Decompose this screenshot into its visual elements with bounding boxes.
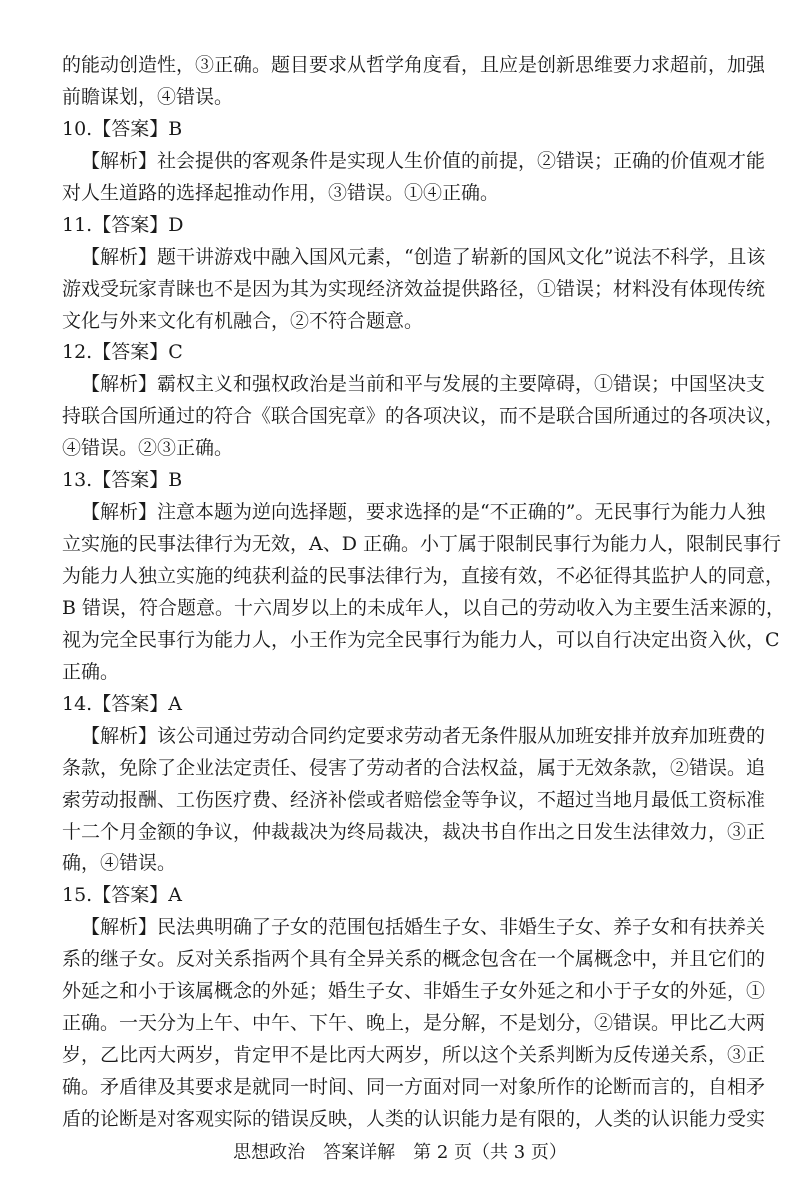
- analysis-15: 【解析】民法典明确了子女的范围包括婚生子女、非婚生子女、养子女和有扶养关: [81, 916, 766, 938]
- text-line: 确，④错误。: [62, 852, 177, 874]
- text-line: 视为完全民事行为能力人，小王作为完全民事行为能力人，可以自行决定出资入伙，C: [62, 629, 780, 651]
- text-line: ④错误。②③正确。: [62, 437, 234, 459]
- text-line: 对人生道路的选择起推动作用，③错误。①④正确。: [62, 182, 500, 204]
- analysis-13: 【解析】注意本题为逆向选择题，要求选择的是“不正确的”。无民事行为能力人独: [81, 501, 766, 523]
- text-line: 正确。: [62, 661, 120, 683]
- text-line: 岁，乙比丙大两岁，肯定甲不是比丙大两岁，所以这个关系判断为反传递关系，③正: [62, 1044, 766, 1066]
- answer-heading-14: 14.【答案】A: [62, 693, 182, 715]
- answer-heading-13: 13.【答案】B: [62, 469, 183, 491]
- text-line: 外延之和小于该属概念的外延；婚生子女、非婚生子女外延之和小于子女的外延，①: [62, 980, 766, 1002]
- text-line: 为能力人独立实施的纯获利益的民事法律行为，直接有效，不必征得其监护人的同意，: [62, 565, 785, 587]
- page-footer: 思想政治 答案详解 第 2 页（共 3 页）: [233, 1142, 567, 1163]
- text-line: 十二个月金额的争议，仲裁裁决为终局裁决，裁决书自作出之日发生法律效力，③正: [62, 821, 766, 843]
- answer-heading-11: 11.【答案】D: [62, 214, 184, 236]
- text-line: 游戏受玩家青睐也不是因为其为实现经济效益提供路径，①错误；材料没有体现传统: [62, 278, 766, 300]
- text-line: 正确。一天分为上午、中午、下午、晚上，是分解，不是划分，②错误。甲比乙大两: [62, 1012, 766, 1034]
- analysis-10: 【解析】社会提供的客观条件是实现人生价值的前提，②错误；正确的价值观才能: [81, 150, 766, 172]
- text-line: 立实施的民事法律行为无效，A、D 正确。小丁属于限制民事行为能力人，限制民事行: [62, 533, 781, 555]
- text-line: B 错误，符合题意。十六周岁以上的未成年人，以自己的劳动收入为主要生活来源的，: [62, 597, 786, 619]
- answer-heading-10: 10.【答案】B: [62, 118, 183, 140]
- answer-heading-12: 12.【答案】C: [62, 341, 183, 363]
- analysis-14: 【解析】该公司通过劳动合同约定要求劳动者无条件服从加班安排并放弃加班费的: [81, 725, 766, 747]
- text-line: 盾的论断是对客观实际的错误反映，人类的认识能力是有限的，人类的认识能力受实: [62, 1108, 766, 1130]
- text-line: 系的继子女。反对关系指两个具有全异关系的概念包含在一个属概念中，并且它们的: [62, 948, 766, 970]
- text-line: 索劳动报酬、工伤医疗费、经济补偿或者赔偿金等争议，不超过当地月最低工资标准: [62, 789, 766, 811]
- answer-heading-15: 15.【答案】A: [62, 884, 182, 906]
- text-line: 前瞻谋划，④错误。: [62, 86, 234, 108]
- text-line: 条款，免除了企业法定责任、侵害了劳动者的合法权益，属于无效条款，②错误。追: [62, 757, 766, 779]
- analysis-11: 【解析】题干讲游戏中融入国风元素，“创造了崭新的国风文化”说法不科学，且该: [81, 246, 766, 268]
- text-line: 确。矛盾律及其要求是就同一时间、同一方面对同一对象所作的论断而言的，自相矛: [62, 1076, 766, 1098]
- text-line: 文化与外来文化有机融合，②不符合题意。: [62, 310, 424, 332]
- analysis-12: 【解析】霸权主义和强权政治是当前和平与发展的主要障碍，①错误；中国坚决支: [81, 373, 766, 395]
- text-line: 的能动创造性，③正确。题目要求从哲学角度看，且应是创新思维要力求超前，加强: [62, 54, 766, 76]
- text-line: 持联合国所通过的符合《联合国宪章》的各项决议，而不是联合国所通过的各项决议，: [62, 405, 785, 427]
